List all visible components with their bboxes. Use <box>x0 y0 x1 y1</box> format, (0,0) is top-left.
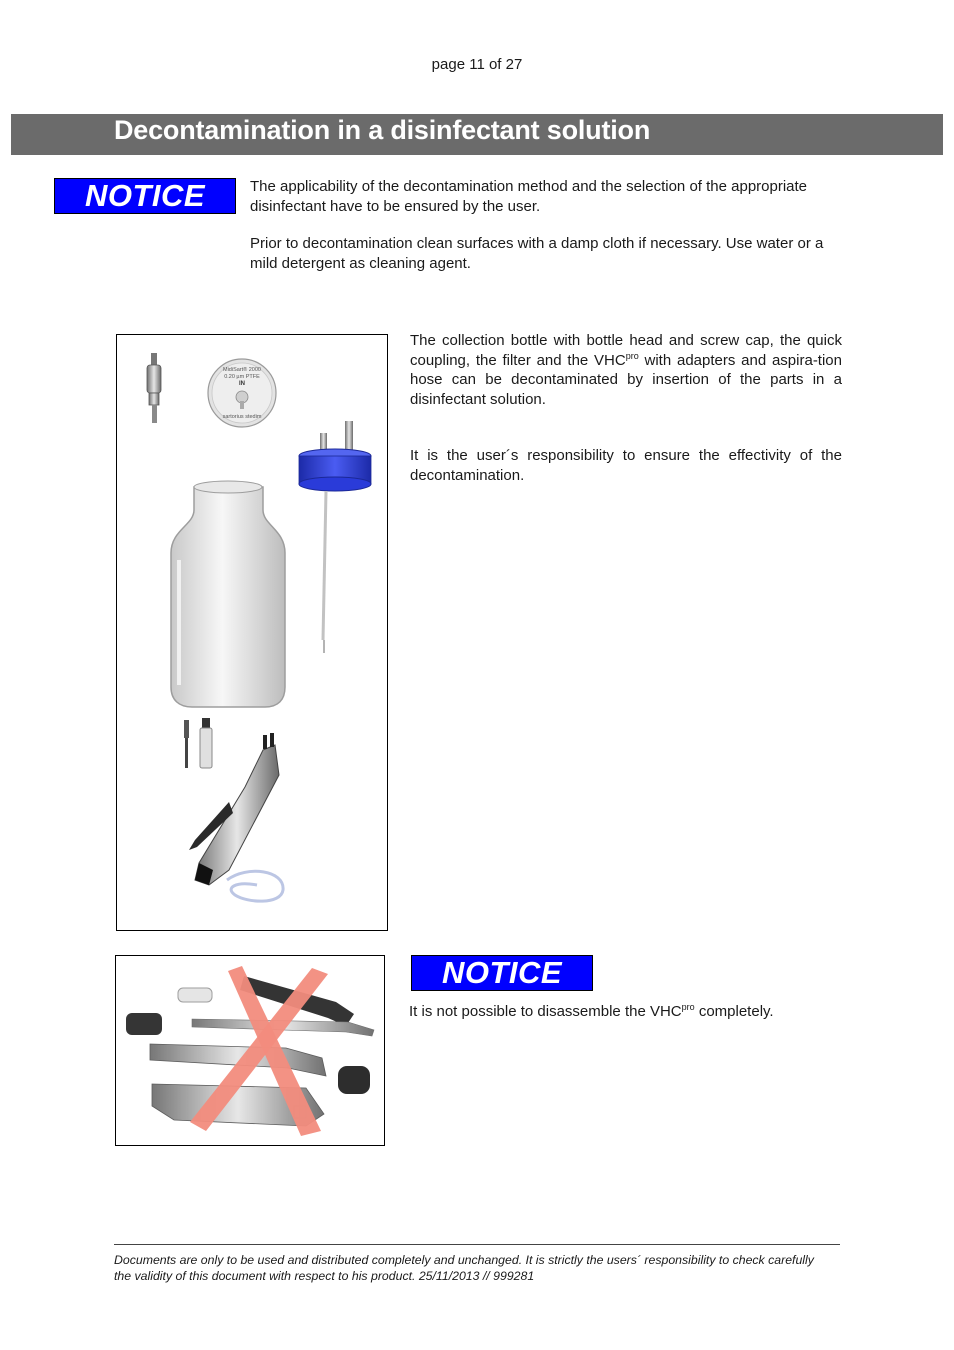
parts-drawing <box>117 335 387 930</box>
aspiration-hose-part <box>227 871 283 901</box>
footer-disclaimer <box>114 1252 854 1284</box>
notice-badge-2: NOTICE <box>411 955 593 991</box>
bottle-head-part <box>299 421 371 653</box>
vhc-superscript-2: pro <box>681 1002 695 1012</box>
decontamination-parts-text <box>410 331 842 409</box>
adapters-part <box>184 718 212 768</box>
quick-coupling-part <box>147 353 161 423</box>
parts-illustration <box>116 334 388 931</box>
filter-label-maker: sartorius stedim <box>222 414 262 420</box>
filter-disc-part <box>208 359 276 427</box>
section-title-bar <box>11 114 943 155</box>
notice-badge: NOTICE <box>54 178 236 214</box>
page-number: page 11 of 27 <box>431 56 523 73</box>
footer-line-1: Documents are only to be used and distributed completely and unchanged. It is strictly the users´ responsibility to check carefully <box>114 1253 814 1267</box>
filter-label-spec: 0.20 µm PTFE <box>224 374 260 380</box>
disassembly-drawing <box>116 956 384 1145</box>
collection-bottle-part <box>171 481 285 707</box>
footer-line-2: the validity of this document with respect to his product. 25/11/2013 // 999281 <box>114 1269 535 1283</box>
vhc-superscript: pro <box>625 350 639 361</box>
parts-text-part-2: with adapters and aspira-tion hose can be decontaminated by insertion of the parts in a disinfectant solution. <box>410 351 842 408</box>
footer-divider <box>114 1244 840 1245</box>
intro-paragraph-1: The applicability of the decontamination method and the selection of the appropriate disinfectant have to be ensured by the user. <box>250 178 808 215</box>
filter-label-in: IN <box>239 381 245 387</box>
intro-paragraph-2: Prior to decontamination clean surfaces with a damp cloth if necessary. Use water or a mild detergent as cleaning agent. <box>250 235 824 272</box>
disassembly-notice-text <box>409 1002 849 1022</box>
filter-label-brand: MidiSart® 2000 <box>223 367 261 373</box>
disassembly-illustration <box>115 955 385 1146</box>
parts-text-part-1: The collection bottle with bottle head and screw cap, the quick coupling, the filter and the VHC <box>410 332 842 369</box>
disassembly-text-part-1: It is not possible to disassemble the VHC <box>409 1003 682 1020</box>
page-title: Decontamination in a disinfectant solution <box>114 115 651 145</box>
disassembly-text-part-2: completely. <box>694 1003 774 1020</box>
responsibility-text: It is the user´s responsibility to ensure the effectivity of the decontamination. <box>410 447 842 484</box>
